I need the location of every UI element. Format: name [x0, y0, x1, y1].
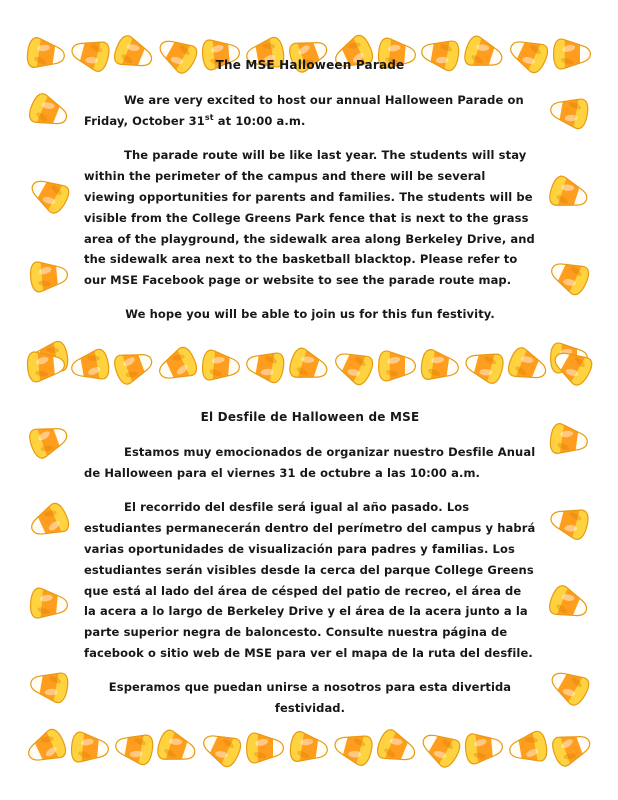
paragraph-en-closing: We hope you will be able to join us for this fun festivity. [125, 307, 495, 322]
paragraph-en-intro [84, 90, 536, 132]
candy-corn-icon [545, 498, 594, 547]
candy-corn-icon [242, 343, 288, 389]
candy-corn-icon [22, 167, 77, 222]
candy-corn-icon [543, 578, 595, 630]
candy-corn-icon [68, 726, 111, 769]
candy-corn-icon [463, 726, 506, 769]
paragraph-en-route: The parade route will be like last year. The students will stay within the perimeter of the campus and there will be several viewing opportunities for parents and families. The students will be visible from the College Greens Park fence that is next to the grass area of the playground, the sidewalk area along Berkeley Drive, and the sidewalk area next to the basketball blacktop. Please refer to our MSE Facebook page or website to see the parade route map. [84, 147, 535, 288]
candy-corn-icon [23, 86, 75, 138]
paragraph-text: We are very excited to host our annual Halloween Parade on Friday, October 31 [84, 93, 524, 128]
candy-corn-icon [19, 721, 72, 774]
candy-corn-icon [151, 339, 204, 392]
candy-corn-icon [26, 663, 72, 709]
spanish-section [84, 410, 536, 732]
candy-corn-icon [22, 495, 75, 548]
candy-corn-icon [418, 343, 463, 388]
candy-corn-icon [284, 341, 334, 391]
candy-corn-icon [23, 414, 74, 465]
candy-corn-icon [542, 659, 597, 714]
border-divider [26, 346, 592, 386]
section-title-en: The MSE Halloween Parade [215, 58, 405, 72]
candy-corn-icon [108, 340, 159, 391]
candy-corn-icon [542, 249, 595, 302]
candy-corn-icon [67, 343, 113, 389]
paragraph-text: at 10:00 a.m. [213, 113, 306, 128]
candy-corn-icon [502, 340, 554, 392]
paragraph-es-intro: Estamos muy emocionados de organizar nuestro Desfile Anual de Halloween para el viernes 31 de octubre a las 10:00 a.m. [84, 445, 536, 480]
candy-corn-icon [326, 339, 379, 392]
candy-corn-icon [23, 31, 68, 76]
border-left [28, 92, 70, 706]
candy-corn-icon [24, 344, 67, 387]
candy-corn-icon [546, 89, 592, 135]
paragraph-es-route: El recorrido del desfile será igual al año pasado. Los estudiantes permanecerán dentro del perímetro del campus y habrá varias oportunidades de visualización para padres y familias. Los estudiantes serán visibles desde la cerca del parque College Greens que está al lado del área de césped del patio de recreo, el área de la acera a lo largo de Berkeley Drive y el área de la acera junto a la parte superior negra de baloncesto. Consulte nuestra página de facebook o sitio web de MSE para ver el mapa de la ruta del desfile. [84, 499, 536, 661]
english-section [84, 58, 536, 338]
candy-corn-icon [245, 728, 285, 768]
ordinal-superscript: st [204, 113, 214, 123]
candy-corn-icon [377, 346, 417, 386]
candy-corn-icon [546, 722, 597, 773]
candy-corn-icon [552, 34, 592, 74]
border-bottom [26, 728, 592, 768]
candy-corn-icon [200, 344, 243, 387]
candy-corn-icon [27, 582, 70, 625]
paragraph-es-closing: Esperamos que puedan unirse a nosotros para esta divertida festividad. [108, 680, 512, 716]
candy-corn-icon [460, 342, 509, 391]
border-right [548, 92, 590, 706]
candy-corn-icon [27, 254, 70, 297]
candy-corn-icon [545, 339, 600, 394]
section-title-es: El Desfile de Halloween de MSE [200, 410, 420, 424]
candy-corn-icon [544, 169, 594, 219]
candy-corn-icon [546, 417, 591, 462]
candy-corn-icon [286, 725, 331, 770]
